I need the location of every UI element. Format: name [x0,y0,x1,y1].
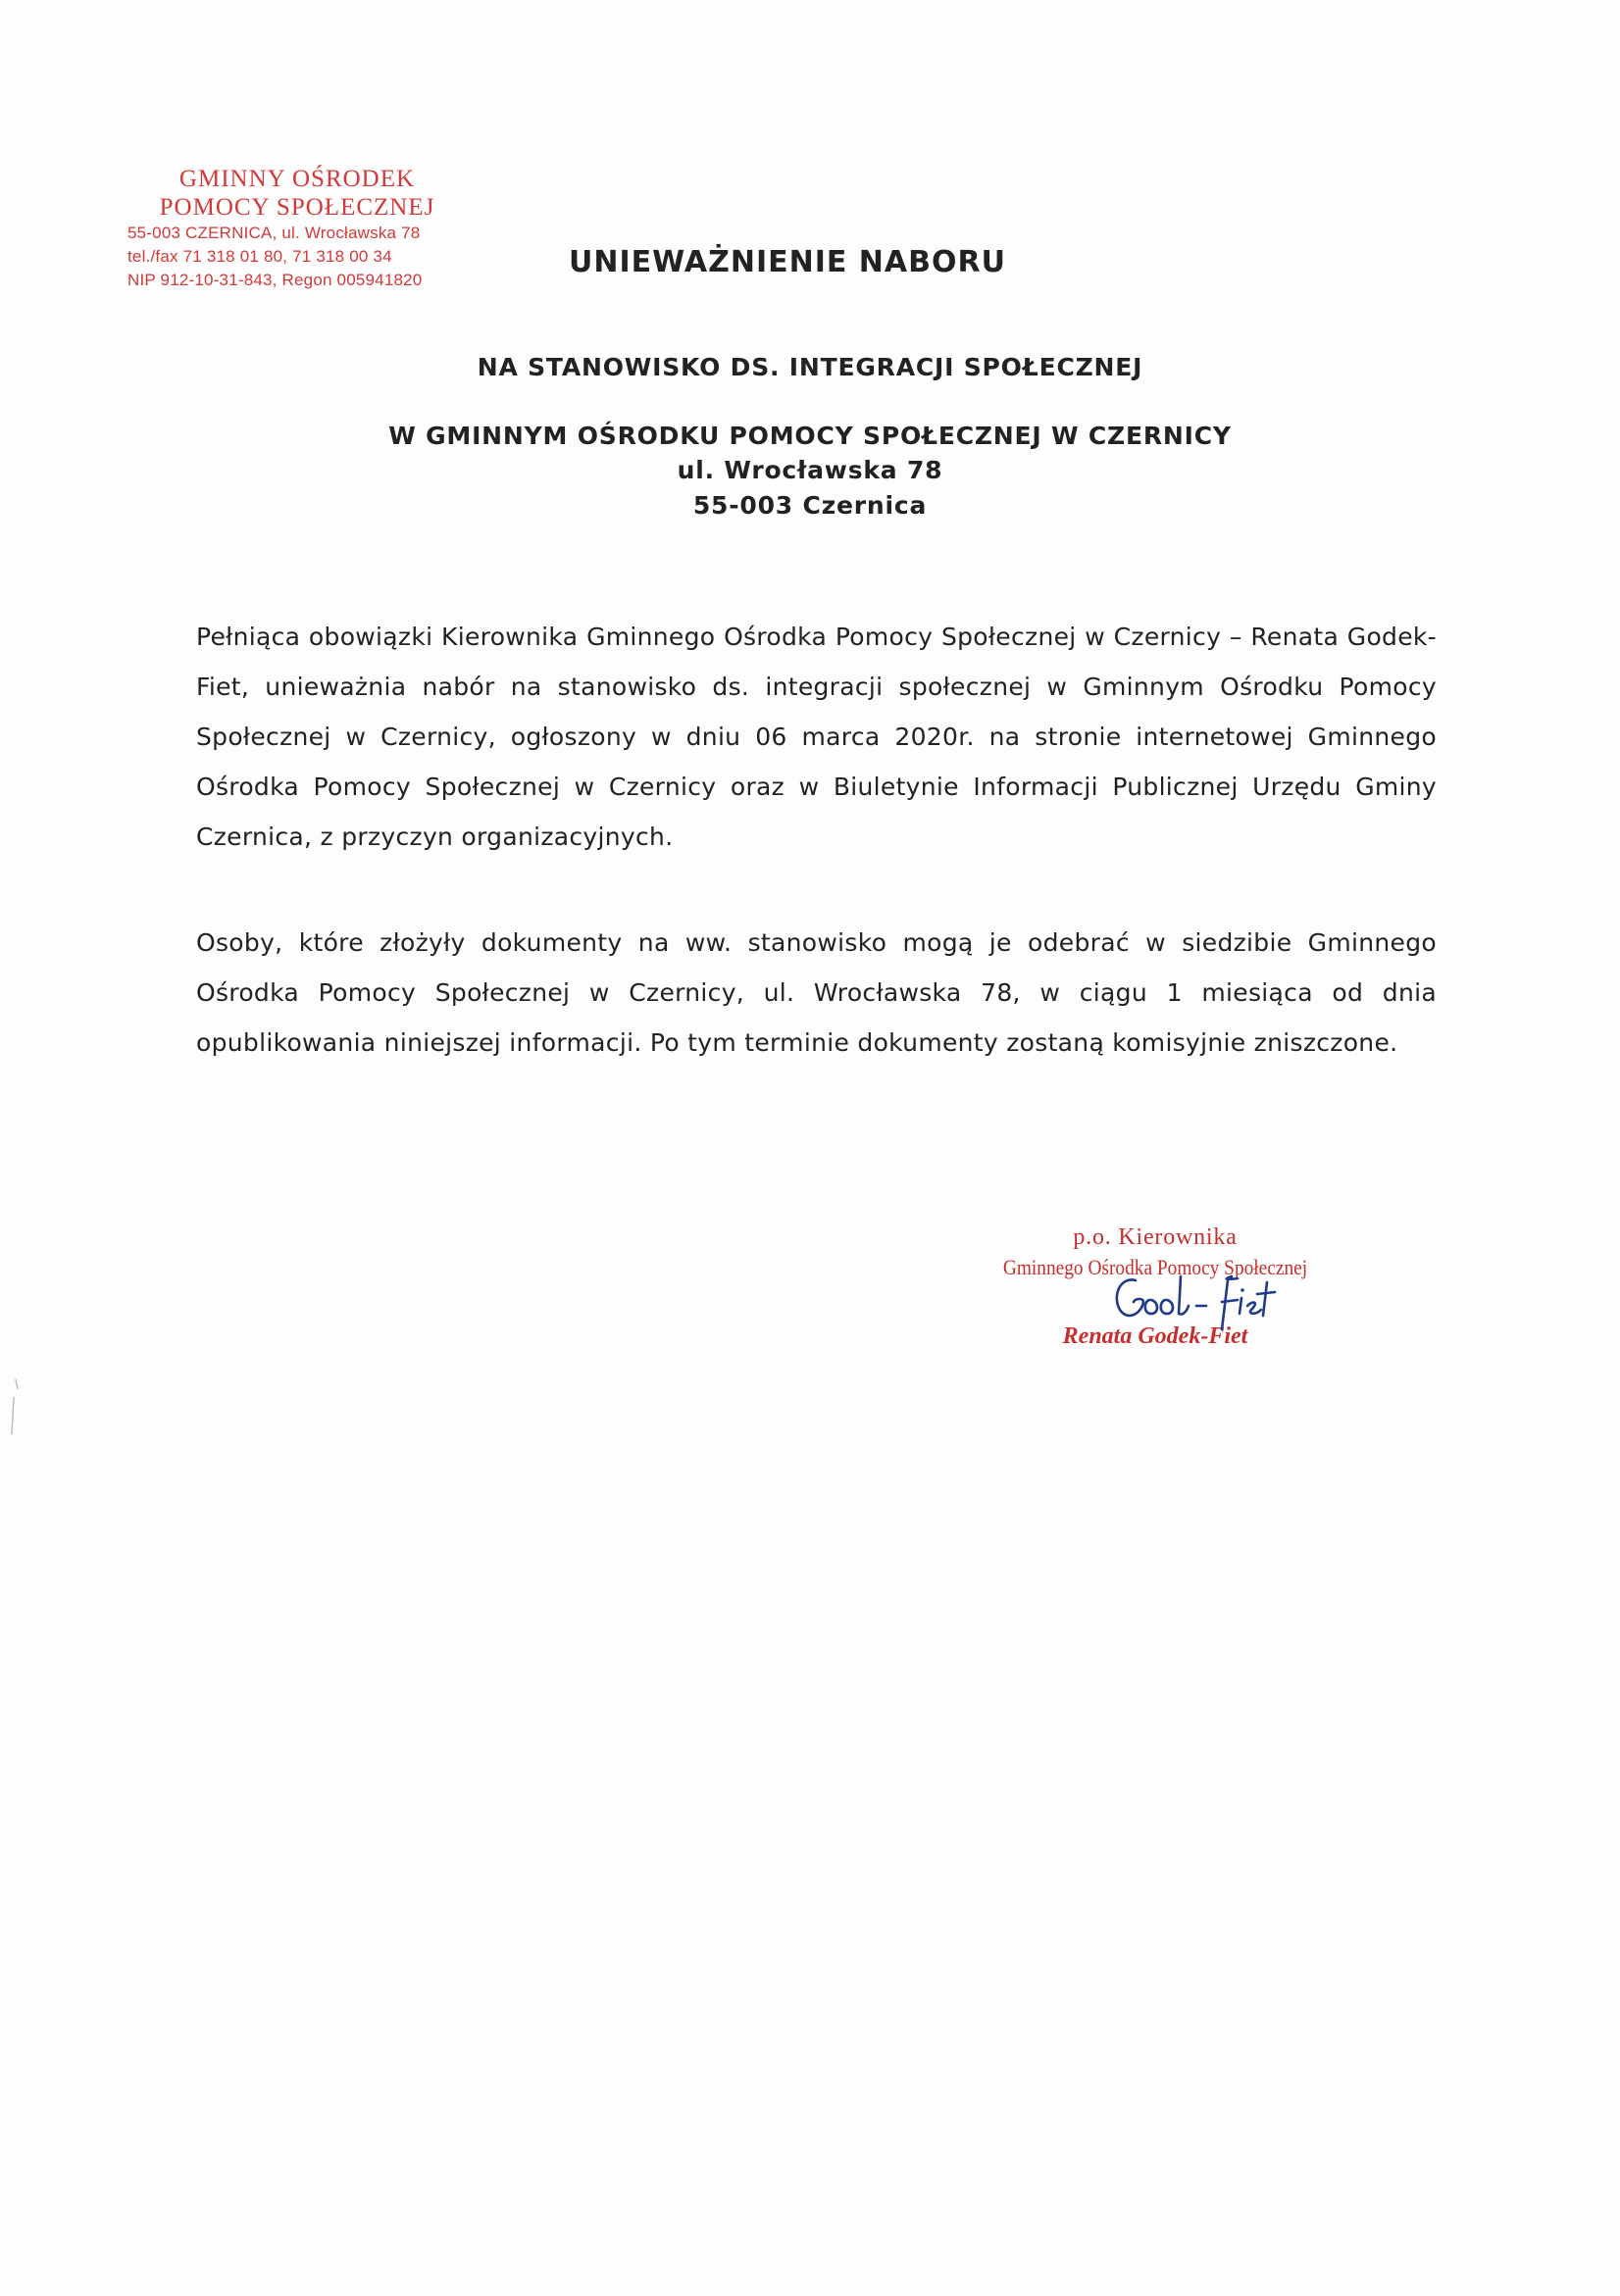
institution-stamp [116,165,479,292]
institution-header [0,420,1620,524]
scan-edge-mark [8,1377,22,1436]
position-subtitle: NA STANOWISKO DS. INTEGRACJI SPOŁECZNEJ [477,353,1143,381]
stamp-address: 55-003 CZERNICA, ul. Wrocławska 78 [127,224,421,242]
handwritten-signature [1106,1263,1292,1341]
paragraph-1: Pełniąca obowiązki Kierownika Gminnego Ośrodka Pomocy Społecznej w Czernicy – Renata Godek-Fiet, unieważnia nabór na stanowisko ds. integracji społecznej w Gminnym Ośrodku Pomocy Społecznej w Czernicy, ogłoszony w dniu 06 marca 2020r. na stronie internetowej Gminnego Ośrodka Pomocy Społecznej w Czernicy oraz w Biuletynie Informacji Publicznej Urzędu Gminy Czernica, z przyczyn organizacyjnych. [196,623,1437,851]
stamp-ids: NIP 912-10-31-843, Regon 005941820 [127,271,423,289]
paragraph-2: Osoby, które złożyły dokumenty na ww. stanowisko mogą je odebrać w siedzibie Gminnego Ośrodka Pomocy Społecznej w Czernicy, ul. Wrocławska 78, w ciągu 1 miesiąca od dnia opublikowania niniejszej informacji. Po tym terminie dokumenty zostaną komisyjnie zniszczone. [196,928,1437,1057]
stamp-line-2: POMOCY SPOŁECZNEJ [159,194,435,221]
institution-name: W GMINNYM OŚRODKU POMOCY SPOŁECZNEJ W CZERNICY [388,422,1232,450]
institution-street: ul. Wrocławska 78 [677,456,943,484]
stamp-line-1: GMINNY OŚRODEK [178,166,416,192]
signature-organization: Gminnego Ośrodka Pomocy Społecznej [1002,1255,1308,1279]
signature-name: Renata Godek-Fiet [1062,1323,1248,1349]
institution-city: 55-003 Czernica [692,491,928,520]
document-title: UNIEWAŻNIENIE NABORU [569,245,1006,279]
signature-role: p.o. Kierownika [1073,1224,1238,1250]
stamp-phone: tel./fax 71 318 01 80, 71 318 00 34 [127,247,392,266]
